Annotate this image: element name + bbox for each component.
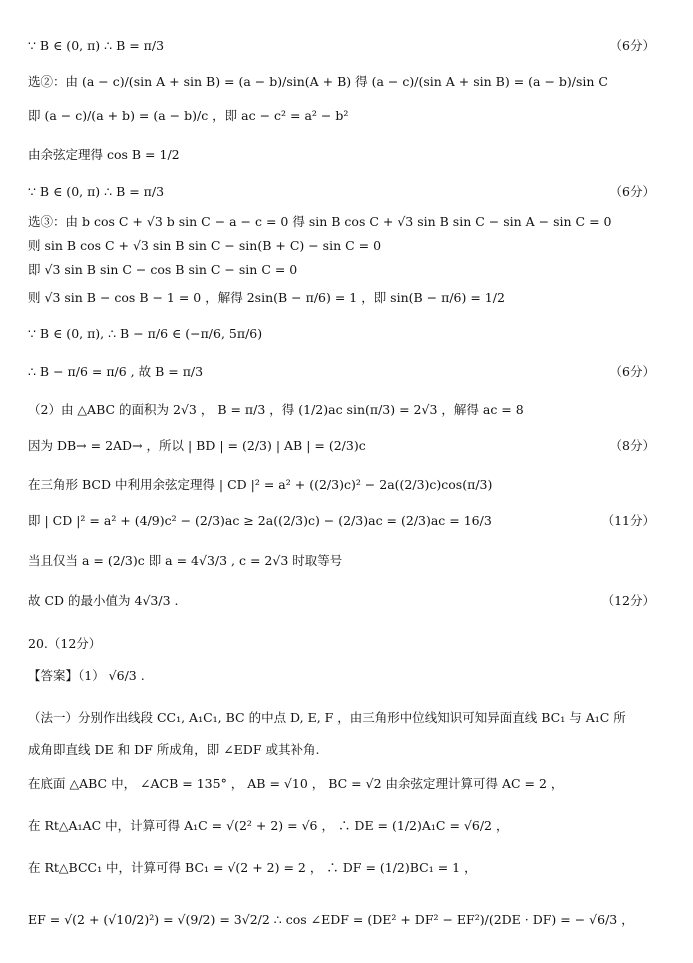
line-text: 在三角形 BCD 中利用余弦定理得 | CD |² = a² + ((2/3)c)² − 2a((2/3)c)cos(π/3) [28, 477, 493, 492]
score-mark: （6分） [609, 184, 655, 199]
solution-line [28, 593, 669, 609]
solution-line [28, 364, 669, 380]
answer-line [28, 668, 669, 684]
score-mark: （11分） [601, 513, 655, 528]
score-mark: （8分） [609, 438, 655, 453]
line-text: ∵ B ∈ (0, π) ∴ B = π/3 [28, 38, 165, 53]
line-text: 即 (a − c)/(a + b) = (a − b)/c ，即 ac − c² = a² − b² [28, 108, 349, 123]
solution-line [28, 326, 669, 342]
line-text: 故 CD 的最小值为 4√3/3 . [28, 593, 179, 608]
line-text: 在 Rt△A₁AC 中，计算可得 A₁C = √(2² + 2) = √6 ， ∴ DE = (1/2)A₁C = √6/2 ， [28, 818, 509, 833]
line-text: 因为 DB→ = 2AD→ ，所以 | BD | = (2/3) | AB | = (2/3)c [28, 438, 366, 453]
score-mark: （6分） [609, 38, 655, 53]
line-text: 在 Rt△BCC₁ 中，计算可得 BC₁ = √(2 + 2) = 2 ， ∴ DF = (1/2)BC₁ = 1 ， [28, 860, 477, 875]
solution-line [28, 108, 669, 124]
line-text: 即 | CD |² = a² + (4/9)c² − (2/3)ac ≥ 2a((2/3)c) − (2/3)ac = (2/3)ac = 16/3 [28, 513, 492, 528]
score-mark: （6分） [609, 364, 655, 379]
line-text: ∴ B − π/6 = π/6 , 故 B = π/3 [28, 364, 204, 379]
solution-line [28, 860, 669, 876]
line-text: 则 sin B cos C + √3 sin B sin C − sin(B + C) − sin C = 0 [28, 238, 382, 253]
solution-line [28, 238, 669, 254]
solution-line [28, 477, 669, 493]
line-text: 选②：由 (a − c)/(sin A + sin B) = (a − b)/sin(A + B) 得 (a − c)/(sin A + sin B) = (a − b)/sin C [28, 74, 608, 89]
solution-line [28, 776, 669, 792]
solution-line [28, 710, 669, 726]
question-header [28, 636, 669, 652]
solution-line [28, 553, 669, 569]
solution-line [28, 38, 669, 54]
line-text: 在底面 △ABC 中， ∠ACB = 135° ， AB = √10 ， BC = √2 由余弦定理计算可得 AC = 2 ， [28, 776, 564, 791]
line-text: EF = √(2 + (√10/2)²) = √(9/2) = 3√2/2 ∴ cos ∠EDF = (DE² + DF² − EF²)/(2DE · DF) = − √6/3 ， [28, 912, 634, 927]
solution-line [28, 438, 669, 454]
line-text: 【答案】（1） √6/3 . [28, 668, 145, 683]
line-text: 20.（12分） [28, 636, 102, 651]
line-text: ∵ B ∈ (0, π) ∴ B = π/3 [28, 184, 165, 199]
solution-line [28, 184, 669, 200]
solution-line [28, 147, 669, 163]
line-text: 则 √3 sin B − cos B − 1 = 0 ，解得 2sin(B − π/6) = 1 ，即 sin(B − π/6) = 1/2 [28, 290, 505, 305]
line-text: ∵ B ∈ (0, π), ∴ B − π/6 ∈ (−π/6, 5π/6) [28, 326, 263, 341]
solution-line [28, 214, 669, 230]
line-text: 选③：由 b cos C + √3 b sin C − a − c = 0 得 sin B cos C + √3 sin B sin C − sin A − sin C = 0 [28, 214, 612, 229]
solution-line [28, 74, 669, 90]
solution-line [28, 402, 669, 418]
solution-line [28, 290, 669, 306]
solution-line [28, 262, 669, 278]
line-text: 当且仅当 a = (2/3)c 即 a = 4√3/3 , c = 2√3 时取等号 [28, 553, 343, 568]
solution-line [28, 742, 669, 758]
line-text: （法一）分别作出线段 CC₁, A₁C₁, BC 的中点 D, E, F ，由三角形中位线知识可知异面直线 BC₁ 与 A₁C 所 [28, 710, 626, 725]
solution-line [28, 818, 669, 834]
line-text: 成角即直线 DE 和 DF 所成角，即 ∠EDF 或其补角. [28, 742, 320, 757]
line-text: 由余弦定理得 cos B = 1/2 [28, 147, 180, 162]
solution-line [28, 912, 669, 928]
score-mark: （12分） [601, 593, 655, 608]
solution-line [28, 513, 669, 529]
line-text: （2）由 △ABC 的面积为 2√3 ， B = π/3 ，得 (1/2)ac sin(π/3) = 2√3 ，解得 ac = 8 [28, 402, 524, 417]
line-text: 即 √3 sin B sin C − cos B sin C − sin C = 0 [28, 262, 298, 277]
